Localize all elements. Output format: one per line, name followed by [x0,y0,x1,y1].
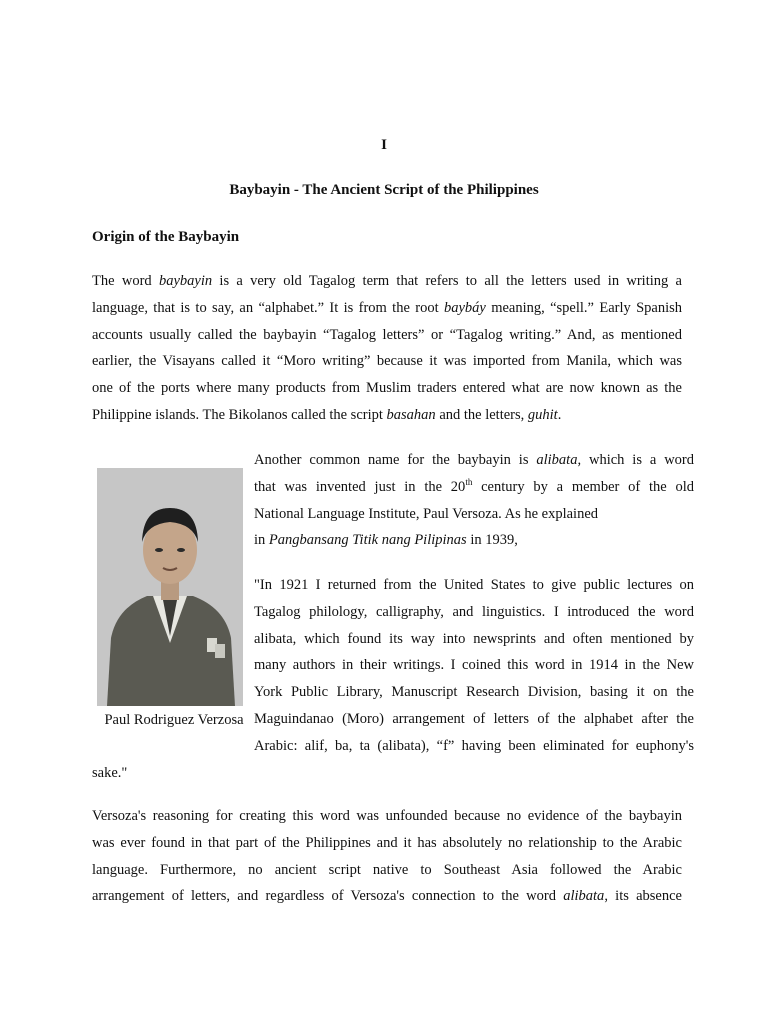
italic-title: Pangbansang Titik nang Pilipinas [268,532,467,549]
paragraph-origin [92,268,682,429]
paragraph-line [92,268,682,295]
paragraph-line: accounts usually called the baybayin “Tagalog letters” or “Tagalog writing.” And, as mentioned [92,326,682,343]
text-run: arrangement of letters, and regardless of Versoza's connection to the word [92,888,564,905]
paragraph-line: one of the ports where many products from Muslim traders entered what are now known as the [92,380,682,397]
quote-line: "In 1921 I returned from the United States to give public lectures on [254,577,694,593]
italic-term: alibata, [536,452,582,468]
quote-line: York Public Library, Manuscript Research Division, basing it on the [254,684,694,701]
paragraph-line [92,402,682,429]
text-run: which is a word [581,452,694,468]
paragraph-line: language. Furthermore, no ancient script native to Southeast Asia followed the Arabic [92,861,682,878]
quote-line: Maguindanao (Moro) arrangement of letters of the alphabet after the [254,710,694,727]
chapter-number: I [381,137,387,153]
paragraph-line [254,527,694,554]
chapter-title: Baybayin - The Ancient Script of the Philippines [229,182,539,198]
text-run: language, that is to say, an “alphabet.” It is from the root [92,299,444,316]
italic-term: baybáy [443,299,486,316]
text-run: in [254,532,269,549]
italic-term: alibata [563,888,605,905]
quote-line: Tagalog philology, calligraphy, and linguistics. I introduced the word [254,603,694,620]
text-run: Another common name for the baybayin is [254,452,537,468]
text-run: Philippine islands. The Bikolanos called the script [92,406,387,423]
paragraph-line [92,295,682,322]
portrait-image [97,468,243,706]
text-run: , its absence [604,888,682,905]
paragraph-line [254,447,694,474]
block-quote [254,572,694,760]
figure-caption: Paul Rodriguez Verzosa [104,712,244,728]
portrait-photo [97,468,243,706]
quote-line: many authors in their writings. I coined this word in 1914 in the New [254,657,694,674]
text-run: . [557,406,562,423]
paragraph-alibata [254,447,694,554]
quote-line: sake." [92,765,128,781]
paragraph-line [254,474,694,501]
paragraph-line: was ever found in that part of the Philippines and it has absolutely no relationship to the Arabic [92,834,682,851]
italic-term: guhit [527,406,558,423]
italic-term: basahan [386,406,436,423]
paragraph-line: earlier, the Visayans called it “Moro writing” because it was imported from Manila, which was [92,353,682,370]
paragraph-line [92,883,682,910]
text-run: The word [92,273,159,289]
text-run: and the letters, [435,406,528,423]
paragraph-line: Versoza's reasoning for creating this word was unfounded because no evidence of the baybayin [92,808,682,824]
section-heading: Origin of the Baybayin [92,229,240,245]
text-run: century by a member of the old [472,478,694,495]
paragraph-line: National Language Institute, Paul Versoza. As he explained [254,505,599,522]
block-quote-end [92,760,292,787]
text-run: that was invented just in the 20 [254,478,466,495]
quote-line: alibata, which found its way into newsprints and often mentioned by [254,630,694,647]
text-run: in 1939, [466,532,518,549]
text-run: is a very old Tagalog term that refers to all the letters used in writing a [212,273,682,289]
paragraph-versoza-reasoning [92,803,682,910]
italic-term: baybayin [158,273,213,289]
superscript: th [465,476,473,487]
text-run: meaning, “spell.” Early Spanish [485,299,683,316]
quote-line: Arabic: alif, ba, ta (alibata), “f” having been eliminated for euphony's [254,737,694,754]
